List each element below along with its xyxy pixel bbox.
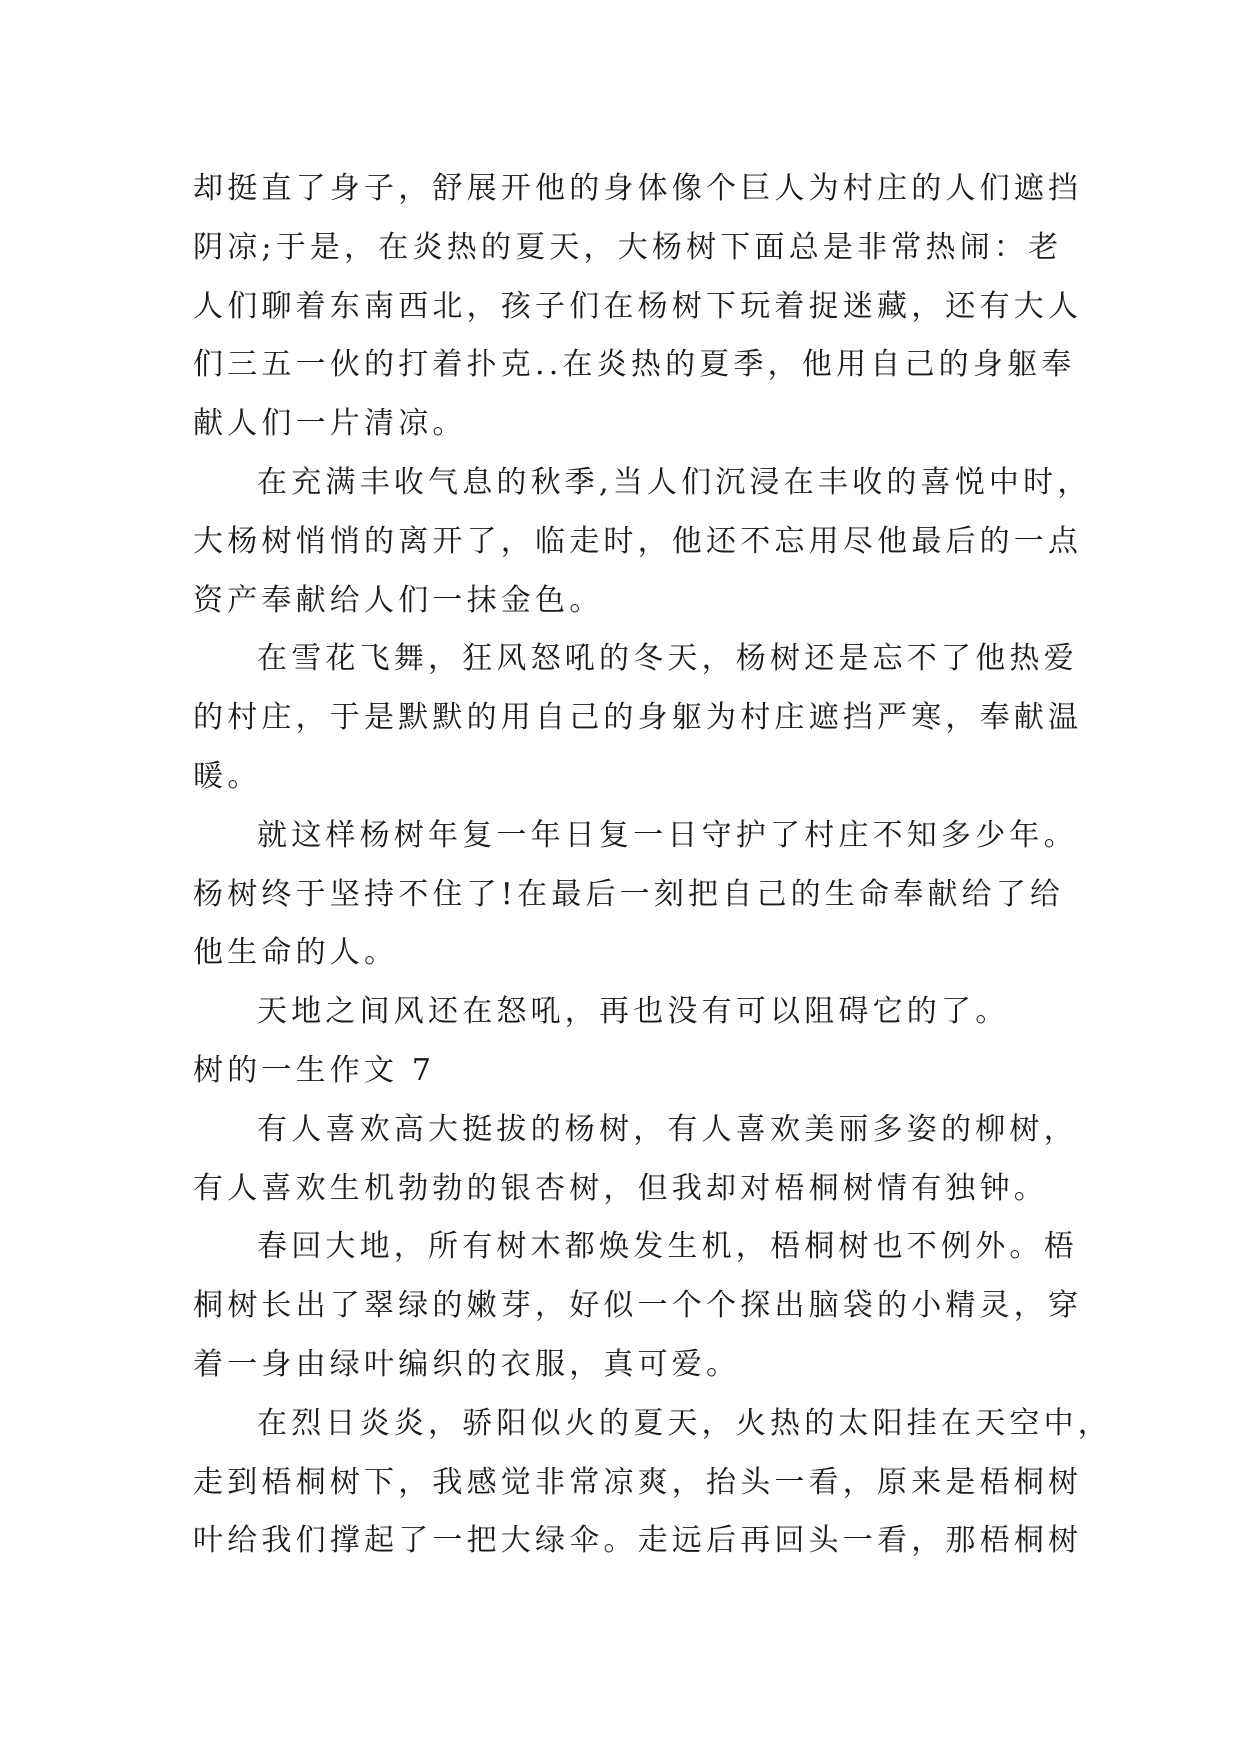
text-line: 阴凉;于是，在炎热的夏天，大杨树下面总是非常热闹：老 [193,229,1063,265]
text-line: 叶给我们撑起了一把大绿伞。走远后再回头一看，那梧桐树 [193,1523,1083,1559]
text-line: 走到梧桐树下，我感觉非常凉爽，抬头一看，原来是梧桐树 [193,1464,1083,1500]
text-line: 有人喜欢高大挺拔的杨树，有人喜欢美丽多姿的柳树， [257,1111,1078,1147]
text-line: 资产奉献给人们一抹金色。 [193,582,604,618]
text-line: 着一身由绿叶编织的衣服，真可爱。 [193,1346,741,1382]
text-line: 大杨树悄悄的离开了，临走时，他还不忘用尽他最后的一点 [193,523,1083,559]
text-line: 杨树终于坚持不住了!在最后一刻把自己的生命奉献给了给 [193,876,1065,912]
document-body [193,160,1112,1571]
text-line: 天地之间风还在怒吼，再也没有可以阻碍它的了。 [257,994,1010,1030]
text-line: 在雪花飞舞，狂风怒吼的冬天，杨树还是忘不了他热爱 [257,641,1078,677]
text-line: 献人们一片清凉。 [193,406,467,442]
text-line: 在烈日炎炎，骄阳似火的夏天，火热的太阳挂在天空中， [257,1405,1112,1441]
text-line: 就这样杨树年复一年日复一日守护了村庄不知多少年。 [257,817,1078,853]
text-line: 春回大地，所有树木都焕发生机，梧桐树也不例外。梧 [257,1229,1078,1265]
text-line: 人们聊着东南西北，孩子们在杨树下玩着捉迷藏，还有大人 [193,288,1083,324]
text-line: 他生命的人。 [193,935,399,971]
text-line: 在充满丰收气息的秋季,当人们沉浸在丰收的喜悦中时， [257,464,1092,500]
text-line: 却挺直了身子，舒展开他的身体像个巨人为村庄的人们遮挡 [193,171,1083,206]
text-line: 有人喜欢生机勃勃的银杏树，但我却对梧桐树情有独钟。 [193,1170,1048,1206]
text-line: 桐树长出了翠绿的嫩芽，好似一个个探出脑袋的小精灵，穿 [193,1288,1083,1324]
section-heading: 树的一生作文 7 [193,1052,436,1088]
text-line: 暖。 [193,758,262,794]
text-line: 的村庄，于是默默的用自己的身躯为村庄遮挡严寒，奉献温 [193,700,1083,736]
text-line: 们三五一伙的打着扑克..在炎热的夏季，他用自己的身躯奉 [193,347,1076,383]
